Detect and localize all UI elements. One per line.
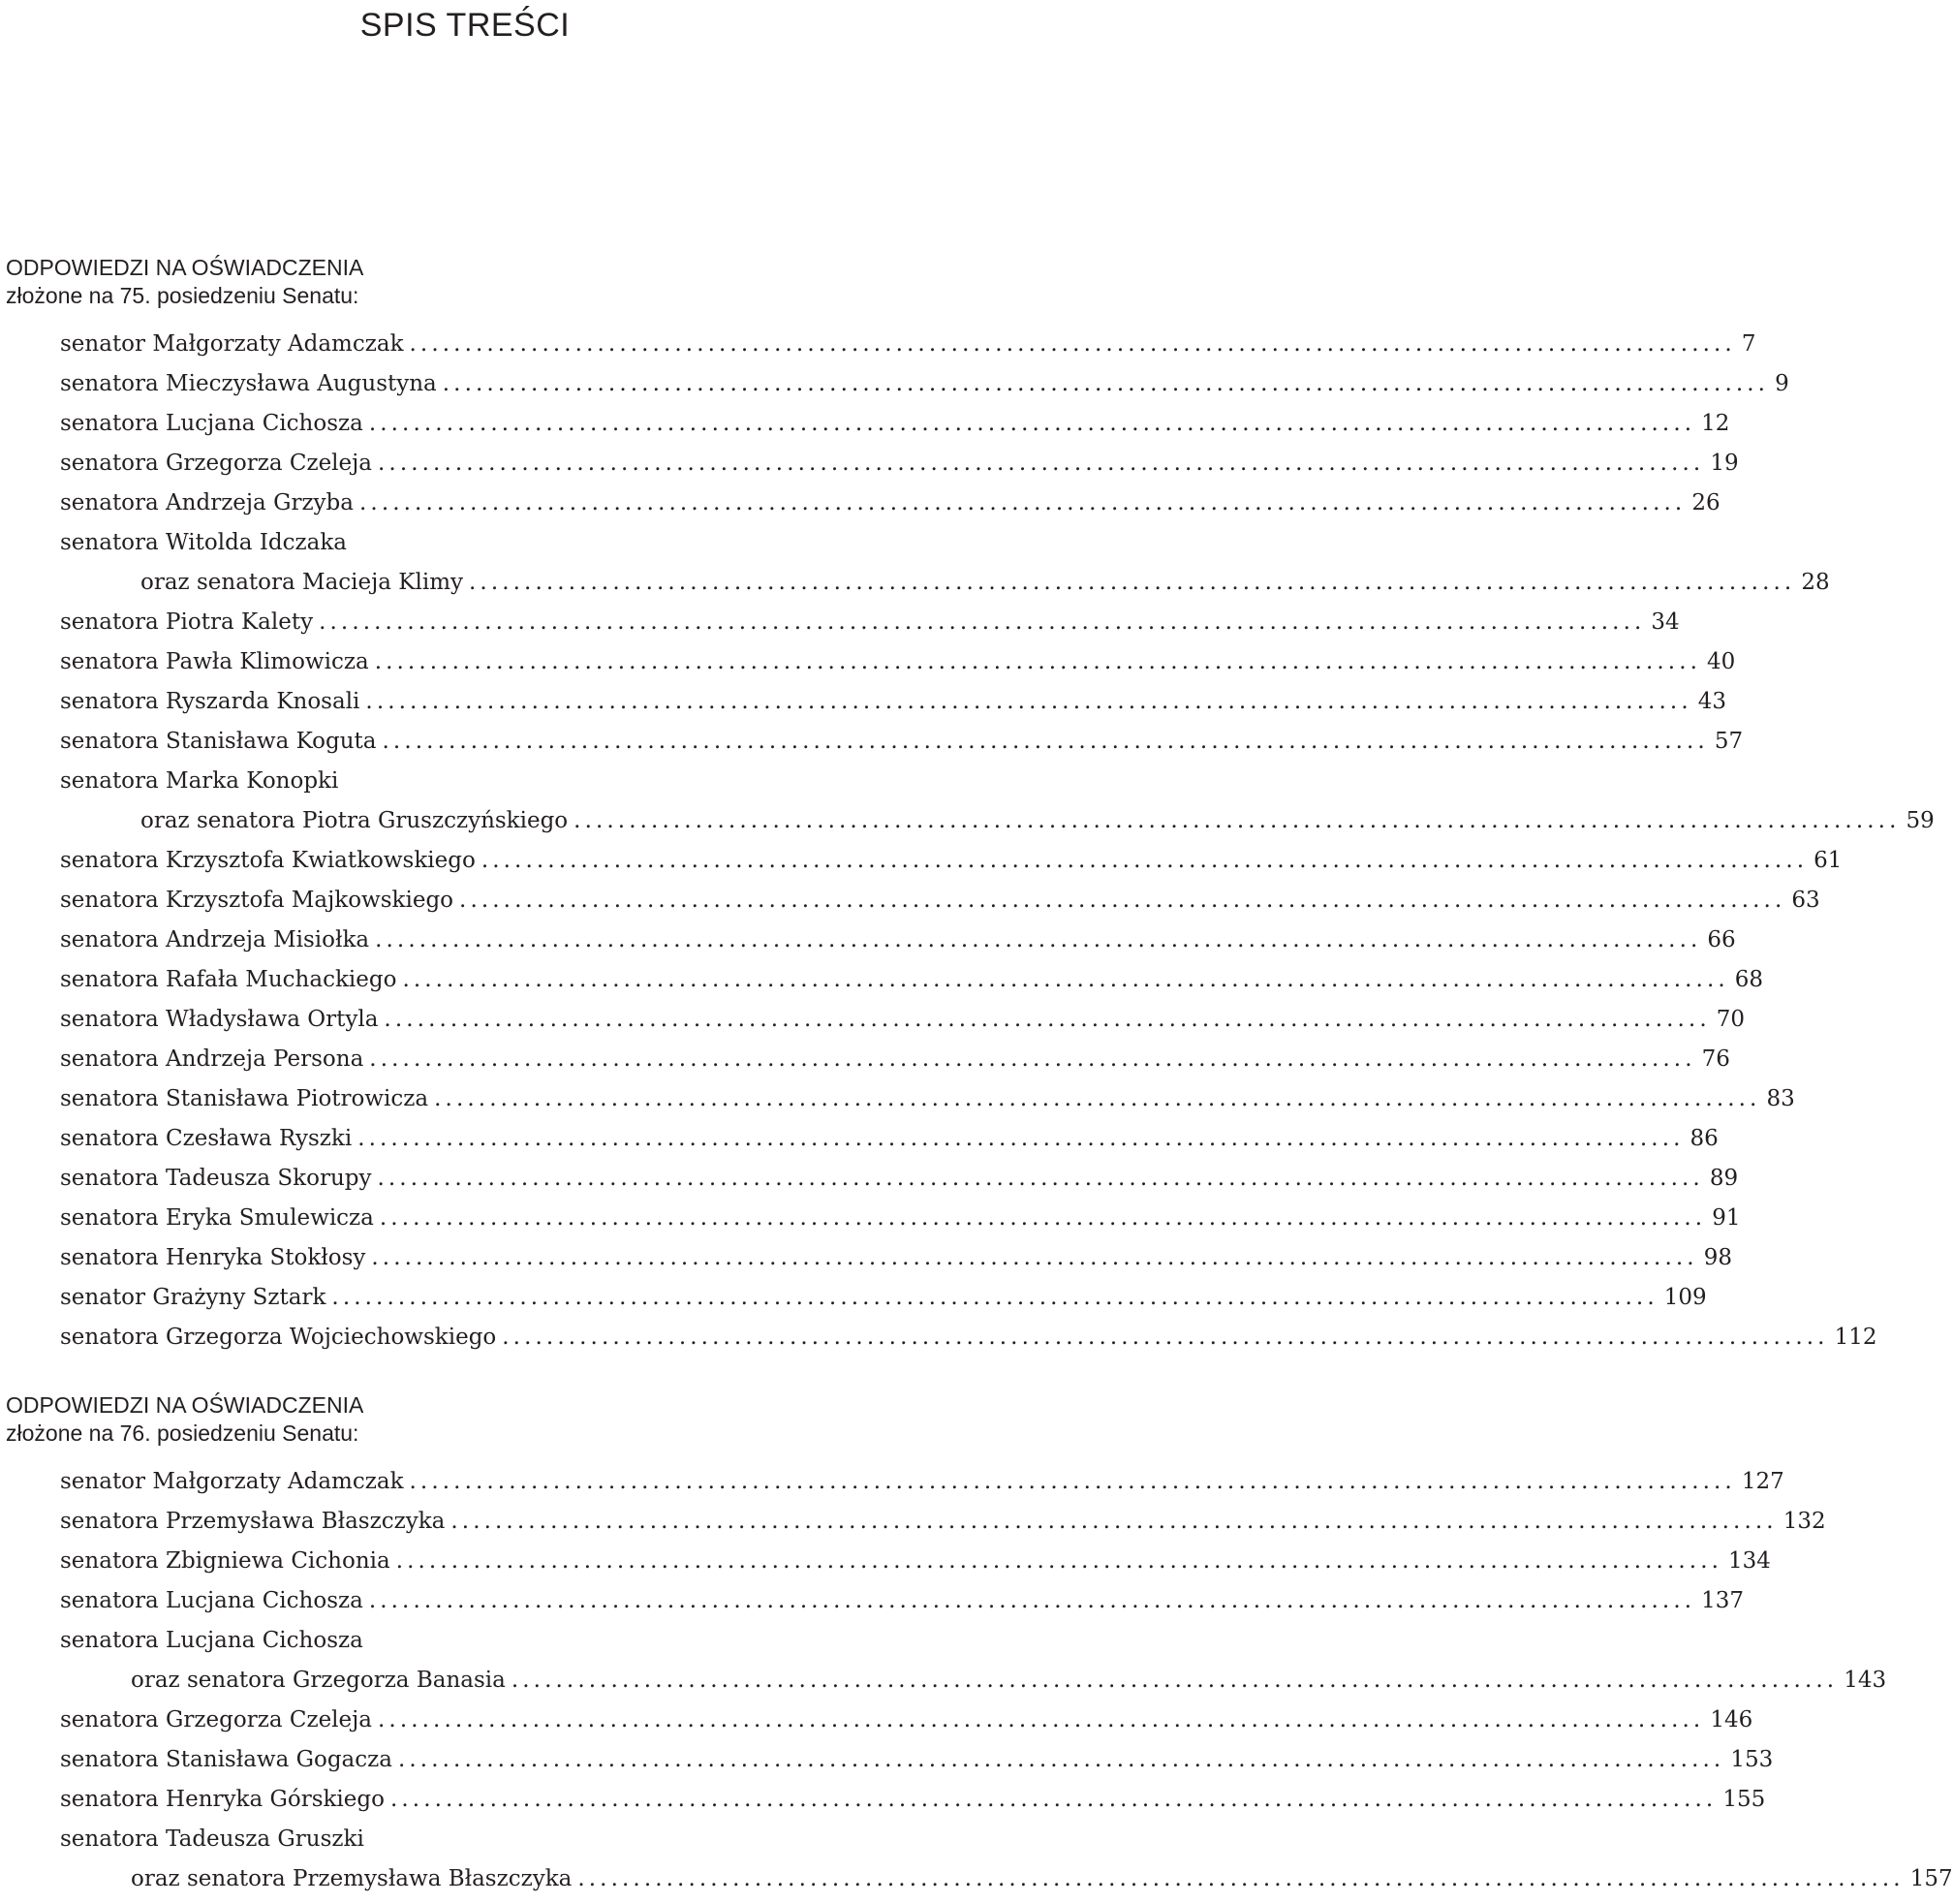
toc-entry[interactable]	[0, 1621, 928, 1661]
toc-entry-page-number: 86	[1690, 1126, 1719, 1151]
toc-entry-page-number: 66	[1707, 927, 1736, 952]
toc-entry[interactable]	[0, 1238, 1732, 1278]
toc-entry[interactable]	[0, 1318, 1877, 1358]
toc-entry-page-number: 68	[1734, 967, 1764, 992]
toc-entry[interactable]	[0, 642, 1736, 682]
toc-entry-name: senatora Rafała Muchackiego	[60, 967, 397, 992]
dot-leader: ........................................................................................................................	[377, 1166, 1704, 1191]
toc-entry-page-number: 9	[1775, 371, 1789, 396]
page-title: SPIS TREŚCI	[359, 7, 571, 44]
section-subheading-line: złożone na 75. posiedzeniu Senatu:	[6, 283, 359, 308]
dot-leader: ........................................................................................................................	[357, 1126, 1685, 1151]
toc-entry-page-number: 34	[1651, 609, 1680, 635]
section-heading	[6, 1391, 930, 1448]
dot-leader: ........................................................................................................................	[378, 1707, 1705, 1732]
toc-entry[interactable]	[0, 1040, 1730, 1079]
toc-entry-name: senatora Krzysztofa Majkowskiego	[60, 888, 454, 913]
toc-entry-name: senatora Stanisława Piotrowicza	[60, 1086, 429, 1111]
toc-entry-name: senatora Grzegorza Wojciechowskiego	[60, 1325, 497, 1350]
dot-leader: ........................................................................................................................	[389, 1787, 1718, 1812]
dot-leader: ........................................................................................................................	[442, 371, 1770, 396]
toc-entry-name: senatora Tadeusza Skorupy	[60, 1166, 372, 1191]
toc-entry-name: senatora Lucjana Cichosza	[60, 411, 363, 436]
dot-leader: ........................................................................................................................	[382, 729, 1709, 754]
toc-entry[interactable]	[0, 325, 1756, 364]
toc-entry-page-number: 112	[1834, 1325, 1877, 1350]
toc-entry-name: senatora Władysława Ortyla	[60, 1007, 379, 1032]
toc-entry-name: senatora Przemysława Błaszczyka	[60, 1509, 446, 1534]
toc-entry-name: senatora Mieczysława Augustyna	[60, 371, 437, 396]
toc-entry-name: senatora Andrzeja Grzyba	[60, 490, 354, 515]
dot-leader: ........................................................................................................................	[375, 927, 1702, 952]
toc-entry[interactable]	[0, 563, 1830, 603]
toc-entry-page-number: 127	[1741, 1469, 1784, 1494]
toc-entry[interactable]	[0, 1701, 1753, 1740]
toc-entry-page-number: 70	[1716, 1007, 1746, 1032]
toc-entry-name: senatora Krzysztofa Kwiatkowskiego	[60, 848, 476, 873]
toc-entry-page-number: 157	[1909, 1866, 1953, 1891]
toc-entry-page-number: 137	[1701, 1588, 1745, 1613]
dot-leader: ........................................................................................................................	[397, 1747, 1725, 1772]
toc-entry[interactable]	[0, 1278, 1707, 1318]
toc-entry-page-number: 28	[1801, 570, 1830, 595]
toc-entry-name: senatora Lucjana Cichosza	[60, 1628, 363, 1653]
toc-entry[interactable]	[0, 1661, 1887, 1701]
toc-entry-page-number: 146	[1710, 1707, 1753, 1732]
dot-leader: ........................................................................................................................	[384, 1007, 1711, 1032]
toc-entry[interactable]	[0, 1820, 928, 1859]
dot-leader: ........................................................................................................................	[374, 649, 1702, 674]
toc-entry[interactable]	[0, 404, 1730, 444]
toc-entry[interactable]	[0, 1542, 1771, 1581]
dot-leader: ........................................................................................................................	[459, 888, 1786, 913]
toc-entry[interactable]	[0, 1159, 1739, 1199]
toc-entry-list	[0, 1462, 1953, 1899]
toc-entry[interactable]	[0, 1119, 1719, 1159]
toc-entry-page-number: 59	[1906, 808, 1935, 833]
toc-entry-name: senatora Ryszarda Knosali	[60, 689, 360, 714]
toc-entry-name: senatora Grzegorza Czeleja	[60, 1707, 372, 1732]
toc-entry-name: senatora Henryka Górskiego	[60, 1787, 385, 1812]
toc-entry-page-number: 57	[1714, 729, 1744, 754]
toc-entry-name: senator Grażyny Sztark	[60, 1285, 326, 1310]
toc-entry-page-number: 43	[1697, 689, 1727, 714]
toc-entry-page-number: 109	[1663, 1285, 1707, 1310]
toc-entry-name: senatora Czesława Ryszki	[60, 1126, 353, 1151]
toc-entry-name: senatora Andrzeja Misiołka	[60, 927, 370, 952]
toc-entry[interactable]	[0, 722, 1744, 762]
toc-entry[interactable]	[0, 1079, 1795, 1119]
toc-entry-page-number: 26	[1691, 490, 1720, 515]
toc-entry-name: senatora Henryka Stokłosy	[60, 1245, 366, 1270]
dot-leader: ........................................................................................................................	[409, 331, 1736, 357]
toc-entry[interactable]	[0, 921, 1736, 960]
toc-entry[interactable]	[0, 682, 1727, 722]
dot-leader: ........................................................................................................................	[434, 1086, 1761, 1111]
toc-entry-page-number: 132	[1782, 1509, 1826, 1534]
dot-leader: ........................................................................................................................	[511, 1668, 1839, 1693]
dot-leader: ........................................................................................................................	[577, 1866, 1905, 1891]
dot-leader: ........................................................................................................................	[368, 411, 1696, 436]
toc-entry-page-number: 143	[1844, 1668, 1887, 1693]
toc-entry-name: senatora Witolda Idczaka	[60, 530, 348, 555]
toc-entry-name: senatora Piotra Kalety	[60, 609, 314, 635]
toc-section	[0, 254, 1935, 1358]
toc-entry-page-number: 61	[1814, 848, 1843, 873]
dot-leader: ........................................................................................................................	[469, 570, 1796, 595]
toc-entry-name: senatora Lucjana Cichosza	[60, 1588, 363, 1613]
toc-entry-name: senatora Stanisława Koguta	[60, 729, 377, 754]
toc-section	[0, 1391, 1953, 1899]
dot-leader: ........................................................................................................................	[378, 451, 1705, 476]
toc-entry-list	[0, 325, 1935, 1358]
toc-entry-page-number: 76	[1701, 1046, 1730, 1072]
toc-entry-name: senatora Zbigniewa Cichonia	[60, 1548, 390, 1574]
toc-entry[interactable]	[0, 1740, 1774, 1780]
toc-entry-page-number: 19	[1710, 451, 1739, 476]
toc-entry-name: senatora Eryka Smulewicza	[60, 1205, 374, 1231]
toc-entry-name: senatora Andrzeja Persona	[60, 1046, 364, 1072]
toc-entry[interactable]	[0, 364, 1789, 404]
toc-entry[interactable]	[0, 1000, 1746, 1040]
dot-leader: ........................................................................................................................	[371, 1245, 1698, 1270]
section-subheading-line: złożone na 76. posiedzeniu Senatu:	[6, 1420, 359, 1446]
dot-leader: ........................................................................................................................	[331, 1285, 1658, 1310]
toc-entry[interactable]	[0, 523, 928, 563]
dot-leader: ........................................................................................................................	[359, 490, 1687, 515]
dot-leader: ........................................................................................................................	[402, 967, 1729, 992]
toc-entry[interactable]	[0, 444, 1739, 484]
toc-entry-name: senatora Tadeusza Gruszki	[60, 1826, 364, 1852]
dot-leader: ........................................................................................................................	[409, 1469, 1736, 1494]
toc-entry-page-number: 7	[1741, 331, 1756, 357]
toc-entry[interactable]	[0, 1462, 1784, 1502]
dot-leader: ........................................................................................................................	[395, 1548, 1723, 1574]
toc-entry-name: senatora Grzegorza Czeleja	[60, 451, 372, 476]
toc-entry-name: oraz senatora Grzegorza Banasia	[131, 1668, 506, 1693]
toc-entry-page-number: 134	[1728, 1548, 1771, 1574]
toc-entry-name: oraz senatora Piotra Gruszczyńskiego	[140, 808, 569, 833]
toc-entry[interactable]	[0, 1581, 1745, 1621]
toc-entry-name: senator Małgorzaty Adamczak	[60, 331, 404, 357]
toc-entry-page-number: 91	[1712, 1205, 1741, 1231]
toc-entry-page-number: 83	[1766, 1086, 1795, 1111]
dot-leader: ........................................................................................................................	[502, 1325, 1829, 1350]
section-heading-line: ODPOWIEDZI NA OŚWIADCZENIA	[6, 255, 364, 280]
toc-entry[interactable]	[0, 841, 1843, 881]
toc-entry[interactable]	[0, 762, 928, 801]
toc-entry-page-number: 40	[1707, 649, 1736, 674]
toc-entry[interactable]	[0, 1859, 1953, 1899]
toc-entry-name: senatora Pawła Klimowicza	[60, 649, 369, 674]
toc-entry-name: senatora Marka Konopki	[60, 768, 339, 794]
toc-entry-page-number: 155	[1722, 1787, 1766, 1812]
toc-entry[interactable]	[0, 1199, 1741, 1238]
toc-entry[interactable]	[0, 960, 1764, 1000]
dot-leader: ........................................................................................................................	[369, 1046, 1696, 1072]
dot-leader: ........................................................................................................................	[450, 1509, 1778, 1534]
toc-entry-page-number: 12	[1701, 411, 1730, 436]
toc-entry-page-number: 98	[1703, 1245, 1732, 1270]
section-heading-line: ODPOWIEDZI NA OŚWIADCZENIA	[6, 1392, 364, 1418]
toc-entry-page-number: 153	[1730, 1747, 1774, 1772]
toc-entry-name: senatora Stanisława Gogacza	[60, 1747, 392, 1772]
toc-entry[interactable]	[0, 881, 1820, 921]
dot-leader: ........................................................................................................................	[319, 609, 1646, 635]
toc-entry[interactable]	[0, 603, 1680, 642]
toc-entry-page-number: 89	[1709, 1166, 1739, 1191]
dot-leader: ........................................................................................................................	[365, 689, 1692, 714]
toc-entry[interactable]	[0, 1780, 1766, 1820]
toc-entry-page-number: 63	[1791, 888, 1820, 913]
toc-entry[interactable]	[0, 801, 1935, 841]
dot-leader: ........................................................................................................................	[574, 808, 1901, 833]
dot-leader: ........................................................................................................................	[368, 1588, 1696, 1613]
toc-entry-name: oraz senatora Macieja Klimy	[140, 570, 463, 595]
dot-leader: ........................................................................................................................	[379, 1205, 1707, 1231]
toc-entry[interactable]	[0, 484, 1720, 523]
toc-entry-name: senator Małgorzaty Adamczak	[60, 1469, 404, 1494]
toc-entry[interactable]	[0, 1502, 1826, 1542]
dot-leader: ........................................................................................................................	[480, 848, 1809, 873]
toc-entry-name: oraz senatora Przemysława Błaszczyka	[131, 1866, 573, 1891]
section-heading	[6, 254, 930, 310]
